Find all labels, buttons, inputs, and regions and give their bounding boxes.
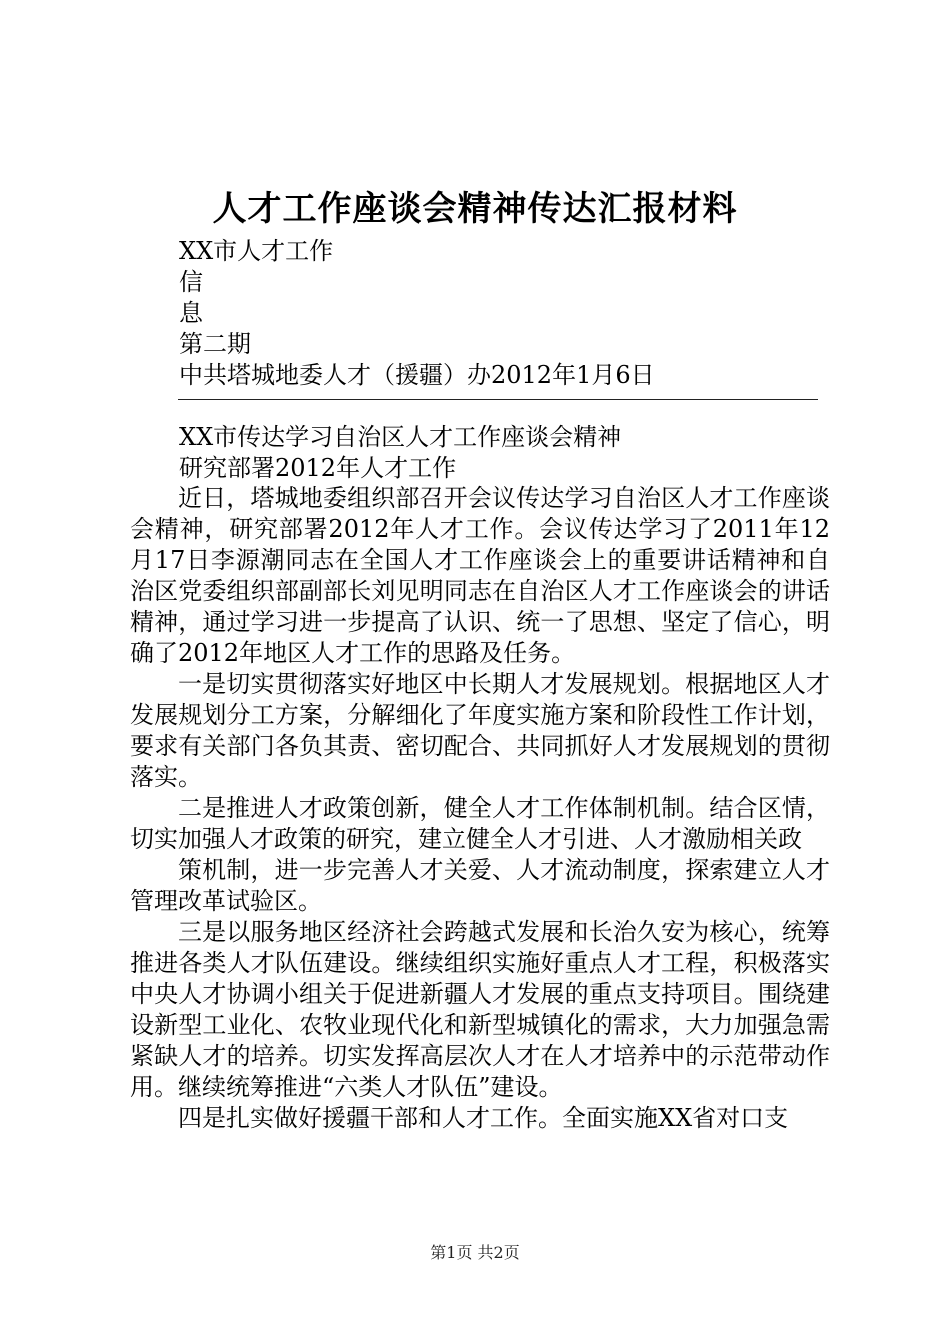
bulletin-name-char-1: 信	[179, 268, 203, 296]
paragraph-point-2-continued: 策机制，进一步完善人才关爱、人才流动制度，探索建立人才管理改革试验区。	[130, 856, 830, 915]
article-heading	[179, 422, 621, 484]
page-footer: 第1页 共2页	[430, 1243, 520, 1262]
paragraph-point-1: 一是切实贯彻落实好地区中长期人才发展规划。根据地区人才发展规划分工方案，分解细化了年度实施方案和阶段性工作计划，要求有关部门各负其责、密切配合、共同抓好人才发展规划的贯彻落实。	[130, 670, 830, 791]
paragraph-point-3: 三是以服务地区经济社会跨越式发展和长治久安为核心，统筹推进各类人才队伍建设。继续组织实施好重点人才工程，积极落实中央人才协调小组关于促进新疆人才发展的重点支持项目。围绕建设新型工业化、农牧业现代化和新型城镇化的需求，大力加强急需紧缺人才的培养。切实发挥高层次人才在人才培养中的示范带动作用。继续统筹推进“六类人才队伍”建设。	[130, 918, 830, 1101]
bulletin-name-char-2: 息	[179, 299, 203, 327]
article-heading-line-1: XX市传达学习自治区人才工作座谈会精神	[179, 423, 622, 451]
header-separator-line	[178, 399, 818, 400]
paragraph-point-4: 四是扎实做好援疆干部和人才工作。全面实施XX省对口支	[178, 1104, 789, 1132]
bulletin-header	[179, 236, 655, 391]
paragraph-point-2: 二是推进人才政策创新，健全人才工作体制机制。结合区情，切实加强人才政策的研究，建立健全人才引进、人才激励相关政	[130, 794, 830, 853]
page-title: 人才工作座谈会精神传达汇报材料	[212, 189, 738, 229]
document-body	[130, 483, 830, 1134]
issuer-and-date: 中共塔城地委人才（援疆）办2012年1月6日	[179, 361, 655, 389]
bulletin-name: XX市人才工作	[179, 237, 334, 265]
paragraph-intro: 近日，塔城地委组织部召开会议传达学习自治区人才工作座谈会精神，研究部署2012年人才工作。会议传达学习了2011年12月17日李源潮同志在全国人才工作座谈会上的重要讲话精神和自治区党委组织部副部长刘见明同志在自治区人才工作座谈会的讲话精神，通过学习进一步提高了认识、统一了思想、坚定了信心，明确了2012年地区人才工作的思路及任务。	[130, 484, 830, 667]
issue-number: 第二期	[179, 330, 251, 358]
article-heading-line-2: 研究部署2012年人才工作	[179, 454, 457, 482]
